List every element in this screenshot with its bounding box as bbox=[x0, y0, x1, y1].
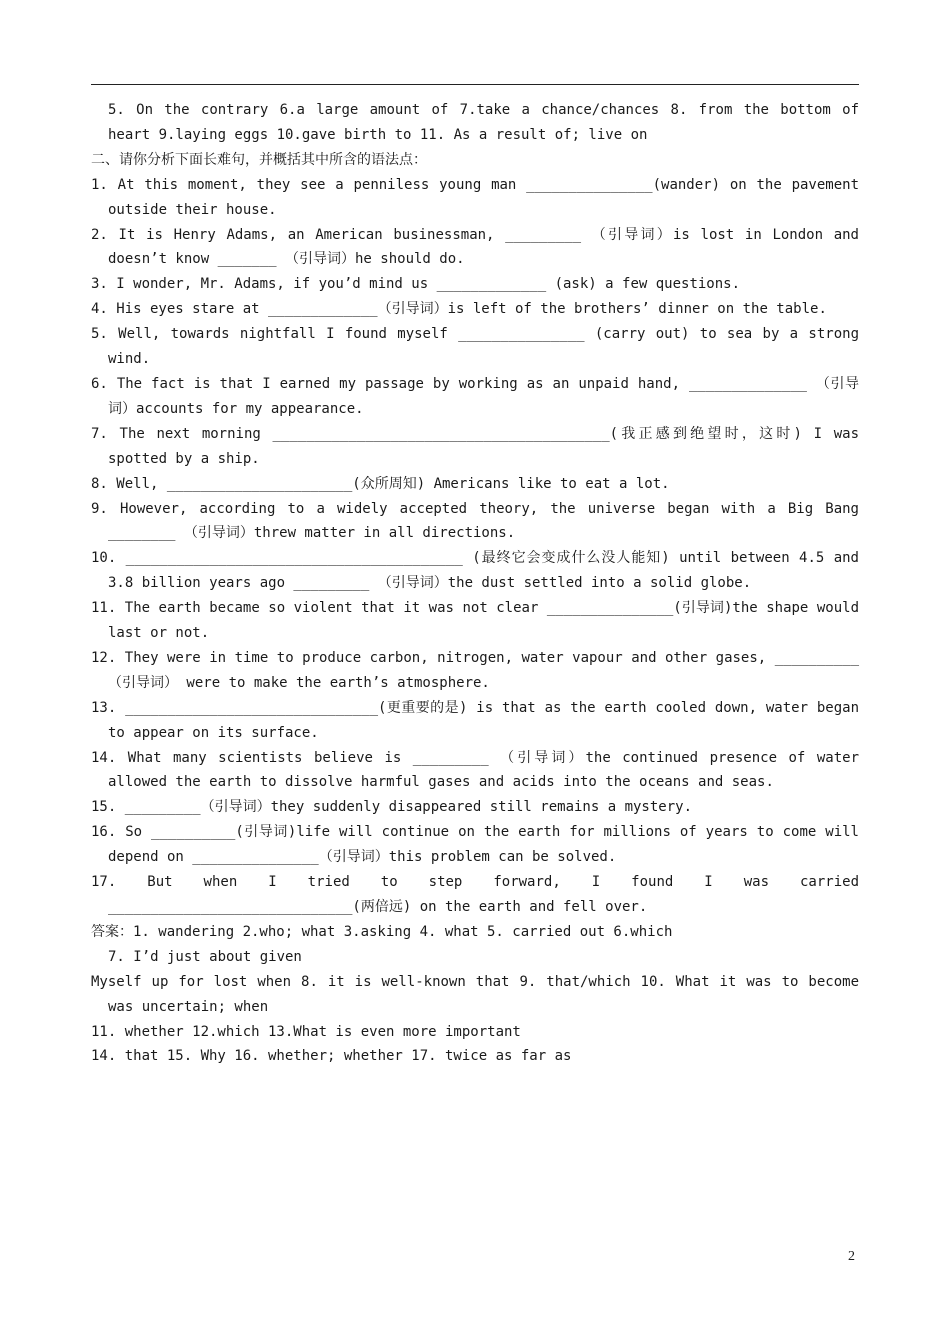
answer-line: 7. I’d just about given bbox=[108, 948, 302, 965]
answer-line: 答案：1. wandering 2.who; what 3.asking 4. what 5. carried out 6.which bbox=[91, 923, 673, 940]
question-item: 8. Well, ______________________(众所周知) Americans like to eat a lot. bbox=[91, 475, 670, 492]
vocab-answers-line: 5. On the contrary 6.a large amount of 7.take a chance/chances 8. from the bottom of heart 9.laying eggs 10.gave birth to 11. As a result of; live on bbox=[108, 102, 859, 143]
answer-key bbox=[91, 920, 859, 1069]
document-body bbox=[91, 98, 859, 1069]
answer-line: 11. whether 12.which 13.What is even more important bbox=[91, 1023, 521, 1040]
question-item: 3. I wonder, Mr. Adams, if you’d mind us _____________ (ask) a few questions. bbox=[91, 276, 741, 293]
header-rule bbox=[91, 84, 859, 85]
answer-line: 14. that 15. Why 16. whether; whether 17. twice as far as bbox=[91, 1048, 572, 1065]
question-item: 11. The earth became so violent that it was not clear _______________(引导词)the shape would last or not. bbox=[91, 600, 859, 642]
question-item: 2. It is Henry Adams, an American businessman, _________ （引导词）is lost in London and doesn’t know _______ （引导词）he should do. bbox=[91, 226, 859, 268]
question-item: 4. His eyes stare at _____________（引导词）is left of the brothers’ dinner on the table. bbox=[91, 301, 827, 318]
question-item: 16. So __________(引导词)life will continue on the earth for millions of years to come will depend on _______________（引导词）this problem can be solved. bbox=[91, 824, 859, 866]
answer-line: Myself up for lost when 8. it is well-known that 9. that/which 10. What it was to become was uncertain; when bbox=[91, 973, 859, 1015]
question-item: 5. Well, towards nightfall I found myself _______________ (carry out) to sea by a strong wind. bbox=[91, 326, 859, 368]
question-item: 7. The next morning ________________________________________(我正感到绝望时，这时) I was spotted by a ship. bbox=[91, 425, 859, 467]
question-item: 9. However, according to a widely accepted theory, the universe began with a Big Bang ________ （引导词）threw matter in all directions. bbox=[91, 500, 859, 542]
question-item: 14. What many scientists believe is _________ （引导词）the continued presence of water allowed the earth to dissolve harmful gases and acids into the oceans and seas. bbox=[91, 749, 859, 791]
section-title: 二、请你分析下面长难句，并概括其中所含的语法点： bbox=[91, 151, 427, 168]
question-item: 12. They were in time to produce carbon, nitrogen, water vapour and other gases, __________（引导词） were to make the earth’s atmosphere. bbox=[91, 649, 859, 691]
question-item: 10. ________________________________________ (最终它会变成什么没人能知) until between 4.5 and 3.8 billion years ago _________ （引导词）the dust settled into a solid globe. bbox=[91, 550, 859, 592]
question-item: 17. But when I tried to step forward, I found I was carried _____________________________(两倍远) on the earth and fell over. bbox=[91, 874, 859, 915]
question-item: 1. At this moment, they see a penniless young man _______________(wander) on the pavement outside their house. bbox=[91, 176, 859, 218]
question-item: 15. _________（引导词）they suddenly disappeared still remains a mystery. bbox=[91, 799, 693, 816]
question-list bbox=[91, 173, 859, 920]
question-item: 6. The fact is that I earned my passage by working as an unpaid hand, ______________ （引导词）accounts for my appearance. bbox=[91, 375, 859, 417]
page-number: 2 bbox=[848, 1249, 855, 1264]
question-item: 13. ______________________________(更重要的是) is that as the earth cooled down, water began to appear on its surface. bbox=[91, 699, 859, 741]
